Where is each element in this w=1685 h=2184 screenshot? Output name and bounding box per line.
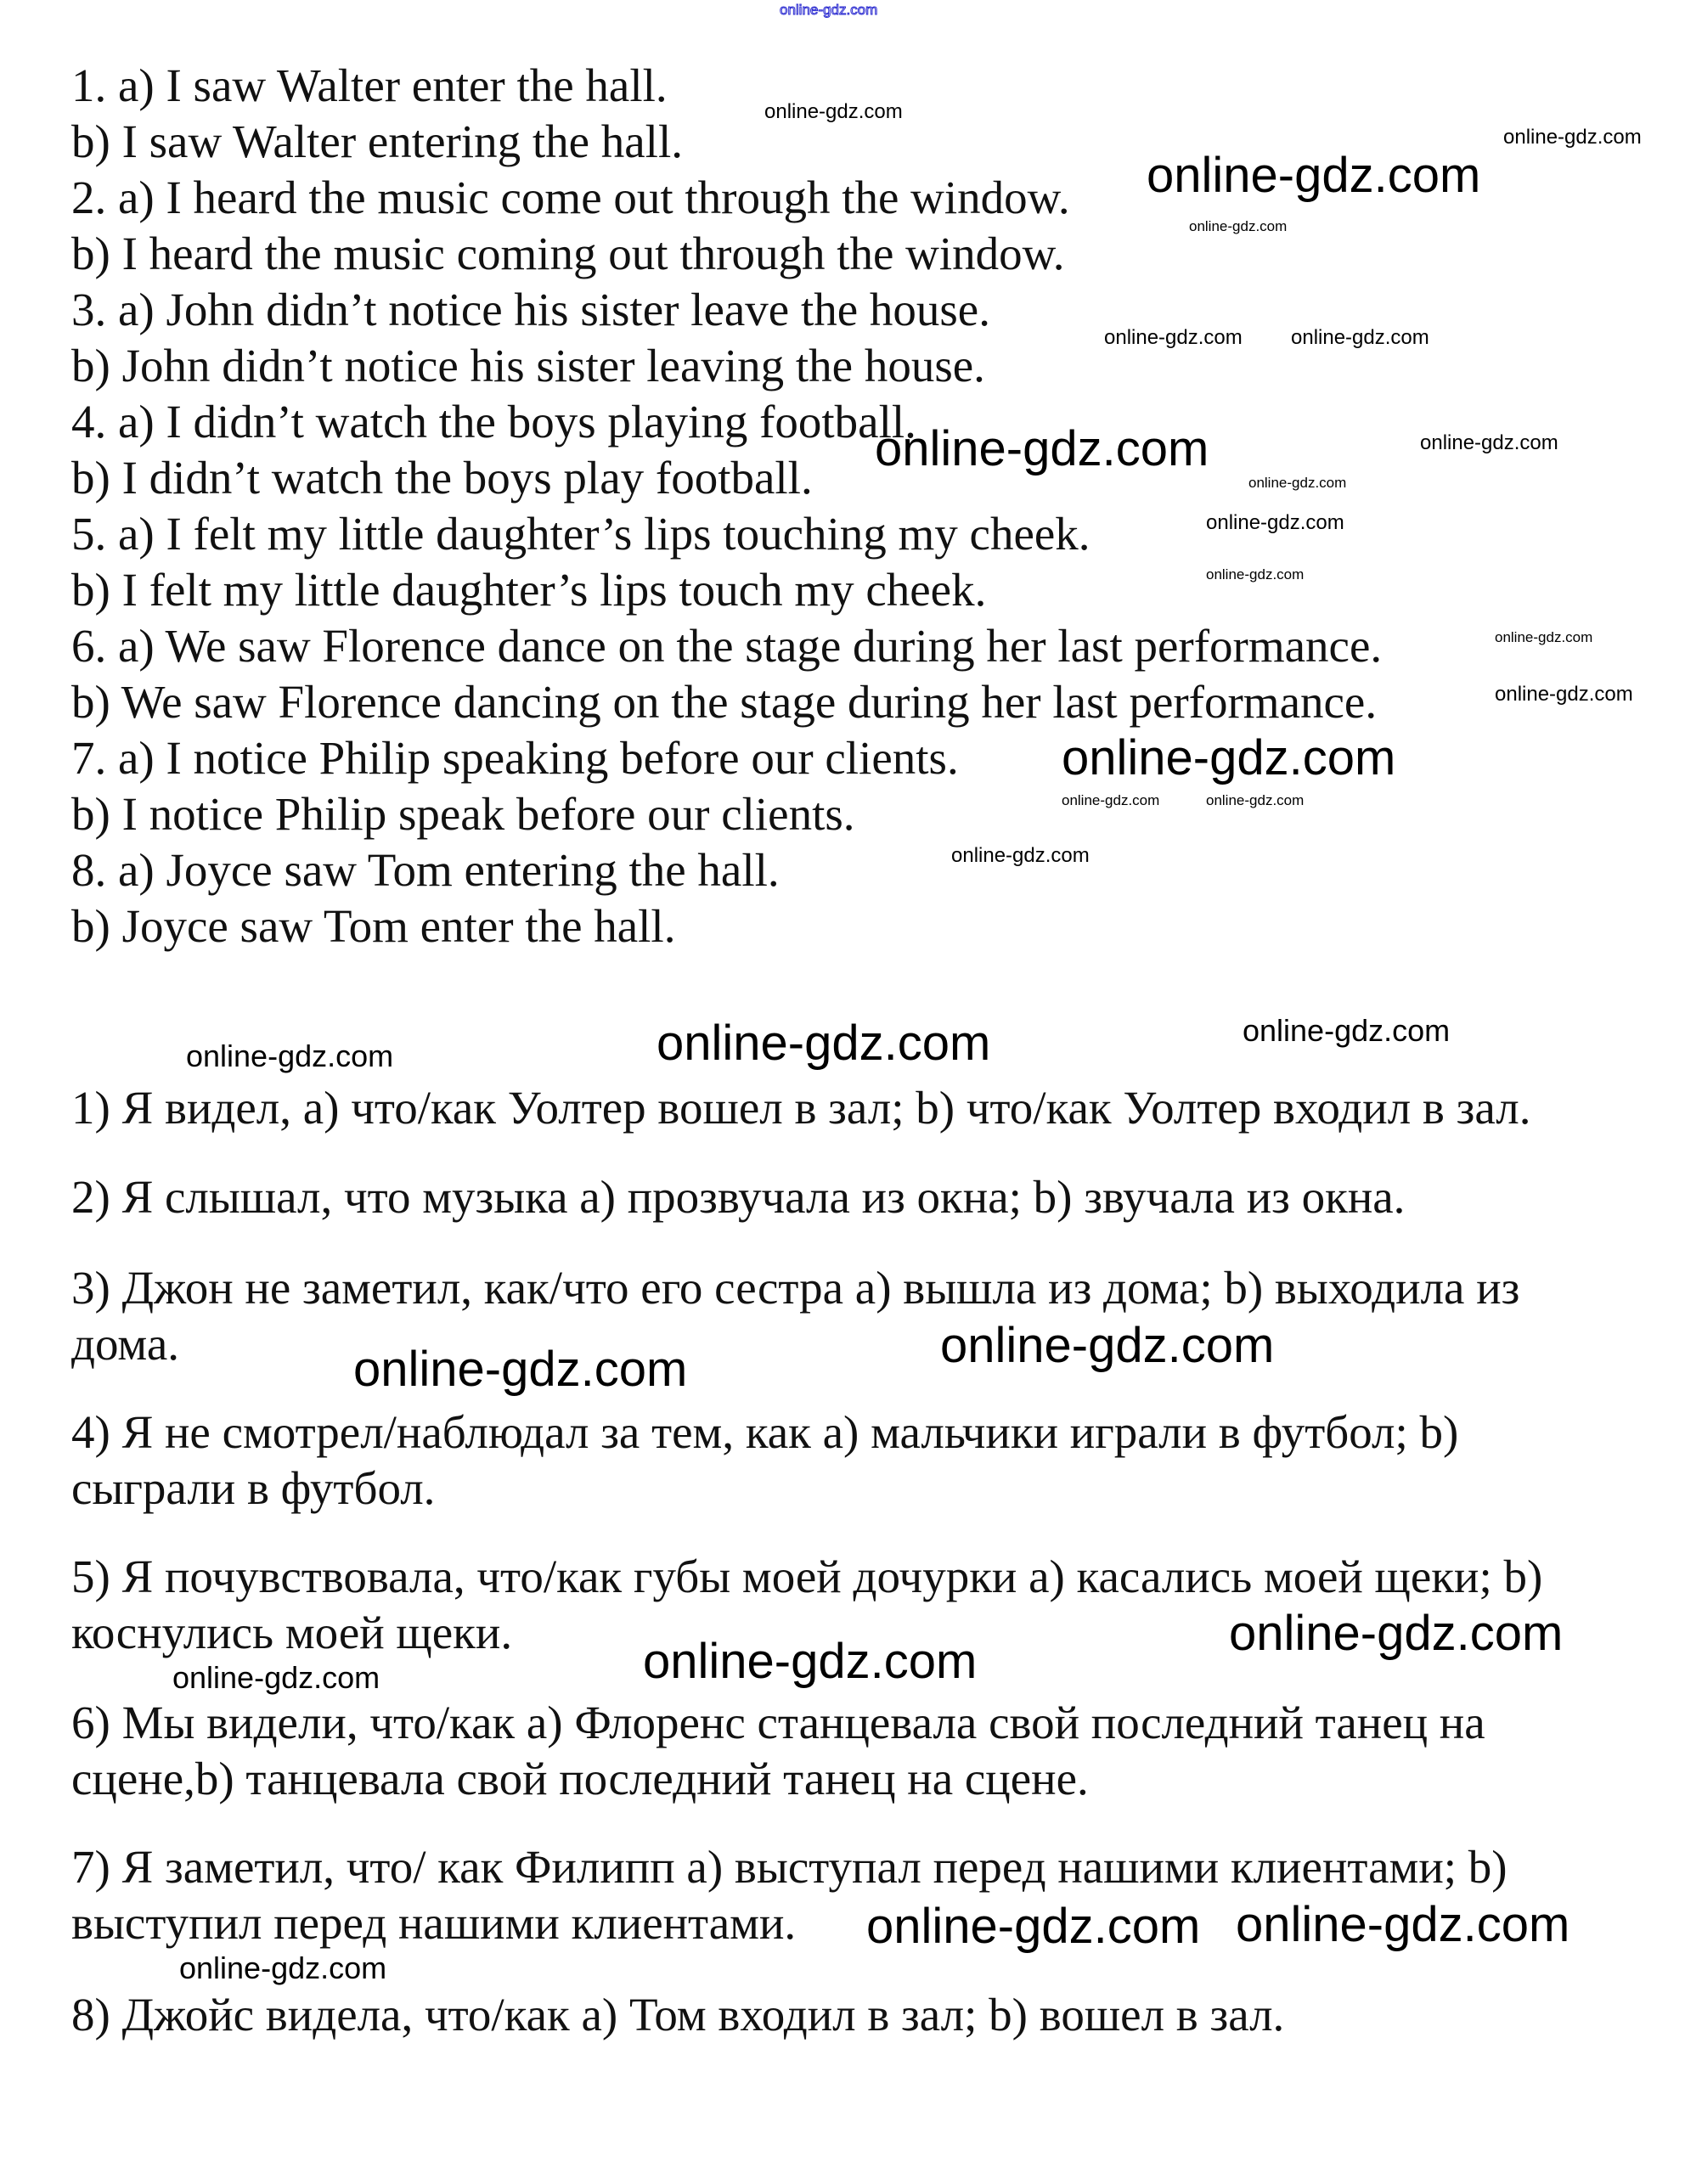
translation-line: 2) Я слышал, что музыка а) прозвучала из окна; b) звучала из окна. — [71, 1171, 1406, 1223]
translation-line: дома. — [71, 1318, 180, 1370]
watermark: online-gdz.com — [1495, 629, 1593, 645]
sentence-line: 1. a) I saw Walter enter the hall. — [71, 59, 668, 111]
watermark: online-gdz.com — [353, 1342, 688, 1397]
watermark: online-gdz.com — [1189, 218, 1288, 234]
watermark: online-gdz.com — [1062, 792, 1160, 808]
watermark: online-gdz.com — [951, 844, 1090, 867]
sentence-line: b) I saw Walter entering the hall. — [71, 115, 683, 167]
sentence-line: 7. a) I notice Philip speaking before our clients. — [71, 732, 959, 784]
watermark: online-gdz.com — [1206, 566, 1305, 583]
translation-line: сыграли в футбол. — [71, 1462, 436, 1514]
watermark: online-gdz.com — [764, 100, 903, 123]
watermark: online-gdz.com — [1495, 683, 1633, 706]
sentence-line: b) I heard the music coming out through the window. — [71, 228, 1065, 279]
watermark: online-gdz.com — [1248, 475, 1347, 491]
watermark: online-gdz.com — [1420, 431, 1558, 454]
translation-line: 4) Я не смотрел/наблюдал за тем, как а) мальчики играли в футбол; b) — [71, 1406, 1459, 1458]
sentence-line: 5. a) I felt my little daughter’s lips touching my cheek. — [71, 508, 1090, 560]
watermark: online-gdz.com — [186, 1039, 394, 1073]
watermark: online-gdz.com — [1206, 792, 1305, 808]
sentence-line: b) I didn’t watch the boys play football. — [71, 452, 813, 504]
translation-line: 3) Джон не заметил, как/что его сестра а) вышла из дома; b) выходила из — [71, 1262, 1520, 1314]
watermark: online-gdz.com — [1206, 511, 1344, 534]
sentence-line: b) I felt my little daughter’s lips touch my cheek. — [71, 564, 987, 616]
watermark: online-gdz.com — [1104, 326, 1243, 349]
watermark: online-gdz.com — [1062, 730, 1396, 785]
translation-line: 1) Я видел, а) что/как Уолтер вошел в зал; b) что/как Уолтер входил в зал. — [71, 1082, 1531, 1134]
watermark: online-gdz.com — [1229, 1606, 1564, 1661]
sentence-line: b) I notice Philip speak before our clients. — [71, 788, 855, 840]
watermark: online-gdz.com — [643, 1634, 978, 1689]
watermark: online-gdz.com — [1236, 1897, 1570, 1952]
watermark: online-gdz.com — [875, 421, 1209, 476]
watermark: online-gdz.com — [1291, 326, 1429, 349]
sentence-line: 8. a) Joyce saw Tom entering the hall. — [71, 844, 780, 896]
sentence-line: b) We saw Florence dancing on the stage during her last performance. — [71, 676, 1378, 728]
watermark: online-gdz.com — [1147, 148, 1481, 203]
watermark: online-gdz.com — [172, 1660, 380, 1695]
sentence-line: b) John didn’t notice his sister leaving the house. — [71, 340, 985, 391]
translation-line: выступил перед нашими клиентами. — [71, 1897, 797, 1949]
translation-line: 6) Мы видели, что/как а) Флоренс станцевала свой последний танец на — [71, 1697, 1485, 1748]
watermark: online-gdz.com — [940, 1318, 1275, 1373]
watermark: online-gdz.com — [657, 1016, 991, 1071]
sentence-line: 3. a) John didn’t notice his sister leave the house. — [71, 284, 990, 335]
sentence-line: 6. a) We saw Florence dance on the stage during her last performance. — [71, 620, 1383, 672]
sentence-line: 2. a) I heard the music come out through the window. — [71, 172, 1070, 223]
watermark: online-gdz.com — [1503, 126, 1642, 149]
watermark: online-gdz.com — [866, 1899, 1201, 1954]
sentence-line: 4. a) I didn’t watch the boys playing football. — [71, 396, 916, 447]
watermark: online-gdz.com — [179, 1950, 387, 1985]
translation-line: коснулись моей щеки. — [71, 1607, 513, 1658]
translation-line: 7) Я заметил, что/ как Филипп а) выступал перед нашими клиентами; b) — [71, 1841, 1507, 1893]
top-watermark: online-gdz.com — [780, 2, 878, 18]
watermark: online-gdz.com — [1243, 1013, 1451, 1048]
translation-line: 8) Джойс видела, что/как а) Том входил в зал; b) вошел в зал. — [71, 1989, 1285, 2040]
translation-line: сцене,b) танцевала свой последний танец на сцене. — [71, 1753, 1089, 1804]
translation-line: 5) Я почувствовала, что/как губы моей дочурки а) касались моей щеки; b) — [71, 1551, 1543, 1602]
sentence-line: b) Joyce saw Tom enter the hall. — [71, 900, 676, 952]
